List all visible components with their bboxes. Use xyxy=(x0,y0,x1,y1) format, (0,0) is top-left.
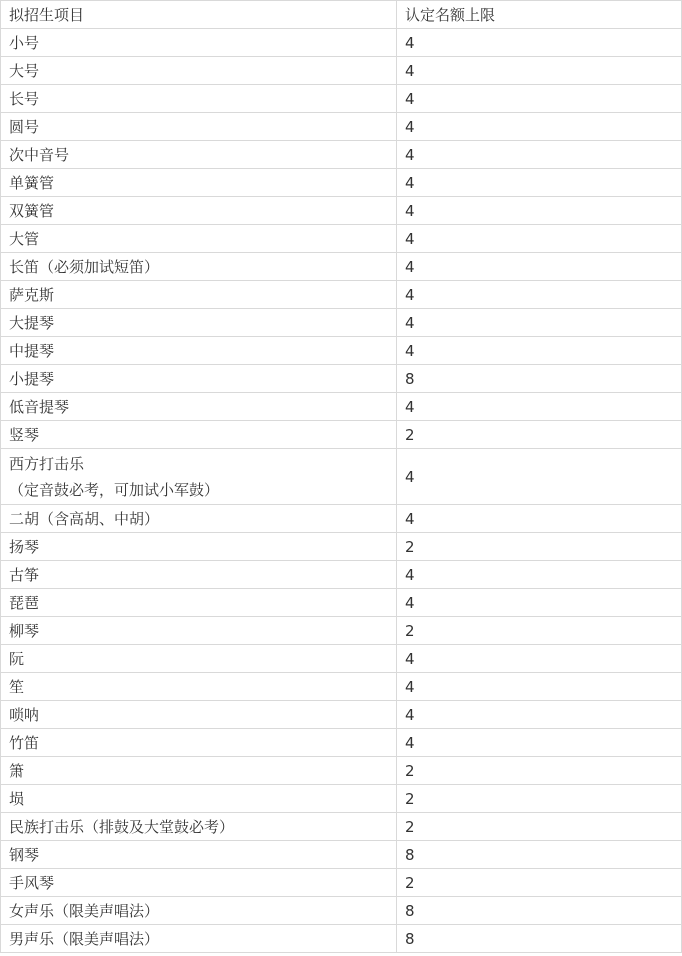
project-cell: 长号 xyxy=(1,85,397,113)
project-cell: 单簧管 xyxy=(1,169,397,197)
limit-cell: 2 xyxy=(397,757,682,785)
project-cell: 低音提琴 xyxy=(1,393,397,421)
table-row xyxy=(1,281,682,309)
limit-cell: 4 xyxy=(397,29,682,57)
limit-cell: 2 xyxy=(397,421,682,449)
limit-cell: 4 xyxy=(397,85,682,113)
project-cell: 柳琴 xyxy=(1,617,397,645)
limit-cell: 4 xyxy=(397,225,682,253)
project-cell xyxy=(1,449,397,505)
table-row xyxy=(1,925,682,953)
limit-cell: 4 xyxy=(397,141,682,169)
project-cell: 扬琴 xyxy=(1,533,397,561)
project-note: （定音鼓必考，可加试小军鼓） xyxy=(9,480,220,499)
table-row xyxy=(1,85,682,113)
table-row xyxy=(1,169,682,197)
project-cell: 民族打击乐（排鼓及大堂鼓必考） xyxy=(1,813,397,841)
limit-cell: 2 xyxy=(397,617,682,645)
project-cell: 双簧管 xyxy=(1,197,397,225)
table-row xyxy=(1,869,682,897)
limit-cell: 4 xyxy=(397,449,682,505)
table-row xyxy=(1,225,682,253)
table-row xyxy=(1,57,682,85)
limit-cell: 4 xyxy=(397,281,682,309)
limit-cell: 8 xyxy=(397,925,682,953)
project-cell: 长笛（必须加试短笛） xyxy=(1,253,397,281)
table-row xyxy=(1,337,682,365)
project-cell: 二胡（含高胡、中胡） xyxy=(1,505,397,533)
project-cell: 大提琴 xyxy=(1,309,397,337)
table-row xyxy=(1,757,682,785)
table-row xyxy=(1,785,682,813)
project-cell: 埙 xyxy=(1,785,397,813)
table-row xyxy=(1,197,682,225)
header-project-cell: 拟招生项目 xyxy=(1,1,397,29)
table-row xyxy=(1,309,682,337)
project-cell: 琵琶 xyxy=(1,589,397,617)
project-cell: 竖琴 xyxy=(1,421,397,449)
project-cell: 大管 xyxy=(1,225,397,253)
project-name: 西方打击乐 xyxy=(9,454,85,473)
project-cell: 次中音号 xyxy=(1,141,397,169)
table-row xyxy=(1,533,682,561)
limit-cell: 2 xyxy=(397,785,682,813)
project-cell: 萨克斯 xyxy=(1,281,397,309)
table-row xyxy=(1,841,682,869)
table-row xyxy=(1,449,682,505)
header-limit-cell: 认定名额上限 xyxy=(397,1,682,29)
table-row xyxy=(1,561,682,589)
project-cell: 手风琴 xyxy=(1,869,397,897)
project-cell: 圆号 xyxy=(1,113,397,141)
limit-cell: 2 xyxy=(397,869,682,897)
quota-table-body xyxy=(1,1,682,953)
limit-cell: 4 xyxy=(397,169,682,197)
limit-cell: 2 xyxy=(397,813,682,841)
table-row xyxy=(1,729,682,757)
table-row xyxy=(1,505,682,533)
project-cell: 中提琴 xyxy=(1,337,397,365)
table-row xyxy=(1,29,682,57)
limit-cell: 4 xyxy=(397,197,682,225)
limit-cell: 4 xyxy=(397,701,682,729)
project-cell: 唢呐 xyxy=(1,701,397,729)
table-row xyxy=(1,645,682,673)
limit-cell: 4 xyxy=(397,561,682,589)
table-row xyxy=(1,897,682,925)
project-cell: 女声乐（限美声唱法） xyxy=(1,897,397,925)
limit-cell: 4 xyxy=(397,253,682,281)
limit-cell: 4 xyxy=(397,337,682,365)
limit-cell: 4 xyxy=(397,645,682,673)
table-row xyxy=(1,701,682,729)
project-cell: 大号 xyxy=(1,57,397,85)
table-row xyxy=(1,365,682,393)
table-row xyxy=(1,813,682,841)
project-cell: 竹笛 xyxy=(1,729,397,757)
limit-cell: 4 xyxy=(397,57,682,85)
limit-cell: 2 xyxy=(397,533,682,561)
project-cell: 小提琴 xyxy=(1,365,397,393)
limit-cell: 8 xyxy=(397,841,682,869)
table-row xyxy=(1,421,682,449)
project-cell: 钢琴 xyxy=(1,841,397,869)
limit-cell: 4 xyxy=(397,673,682,701)
limit-cell: 4 xyxy=(397,505,682,533)
table-row xyxy=(1,253,682,281)
limit-cell: 4 xyxy=(397,309,682,337)
table-header-row xyxy=(1,1,682,29)
project-cell: 男声乐（限美声唱法） xyxy=(1,925,397,953)
table-row xyxy=(1,113,682,141)
limit-cell: 8 xyxy=(397,365,682,393)
table-row xyxy=(1,673,682,701)
limit-cell: 4 xyxy=(397,113,682,141)
project-cell: 阮 xyxy=(1,645,397,673)
limit-cell: 4 xyxy=(397,393,682,421)
table-row xyxy=(1,393,682,421)
table-row xyxy=(1,617,682,645)
project-cell: 箫 xyxy=(1,757,397,785)
table-row xyxy=(1,141,682,169)
project-cell: 古筝 xyxy=(1,561,397,589)
limit-cell: 4 xyxy=(397,729,682,757)
project-cell: 小号 xyxy=(1,29,397,57)
limit-cell: 4 xyxy=(397,589,682,617)
project-cell: 笙 xyxy=(1,673,397,701)
table-row xyxy=(1,589,682,617)
limit-cell: 8 xyxy=(397,897,682,925)
